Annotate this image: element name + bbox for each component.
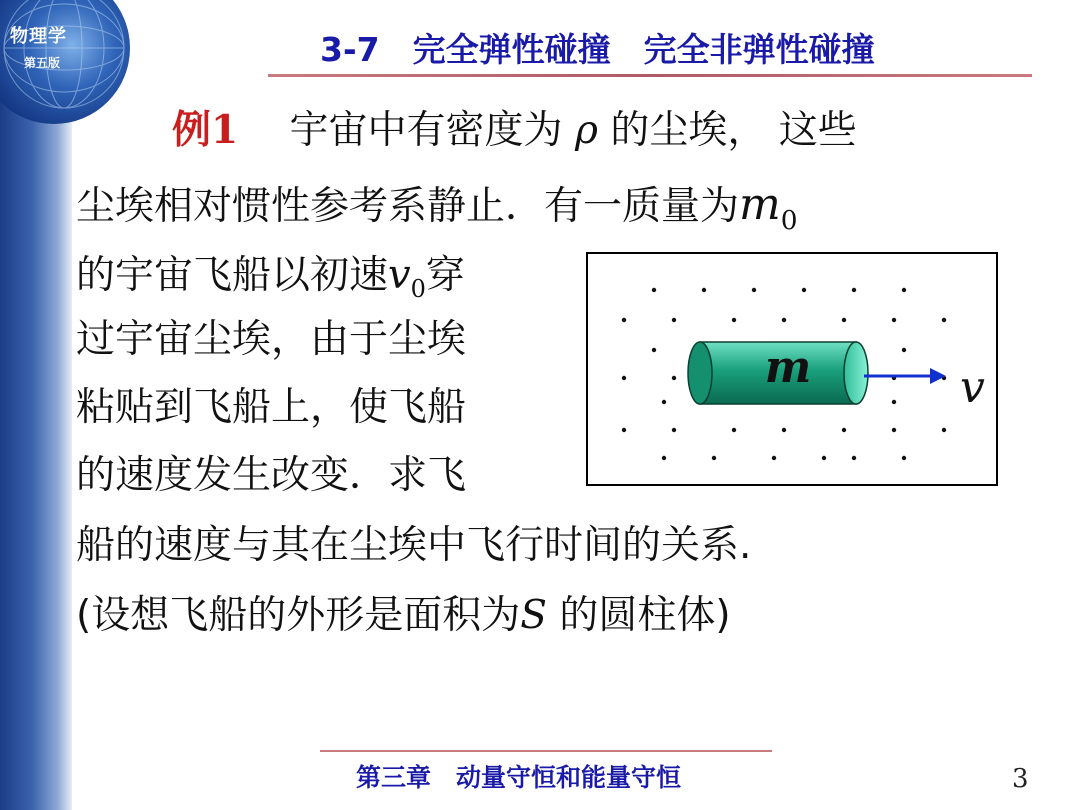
slide-title: 3-7 完全弹性碰撞 完全非弹性碰撞: [320, 30, 875, 69]
dust-dot: [902, 456, 906, 460]
dust-dot: [662, 400, 666, 404]
dust-dot: [842, 318, 846, 322]
mass-label: m: [764, 342, 812, 393]
chapter-footer: 第三章 动量守恒和能量守恒: [356, 763, 682, 792]
dust-dot: [672, 376, 676, 380]
globe-grid-icon: [0, 0, 130, 124]
problem-line-5: 粘贴到飞船上，使飞船: [76, 385, 467, 430]
problem-line-1: [172, 108, 857, 154]
dust-dot: [672, 318, 676, 322]
dust-dot: [732, 318, 736, 322]
header-divider: [268, 74, 1032, 77]
dust-dot: [942, 318, 946, 322]
dust-dot: [852, 288, 856, 292]
dust-dot: [732, 428, 736, 432]
page-number: 3: [1012, 764, 1029, 794]
dust-dot: [652, 348, 656, 352]
v0-subscript: 0: [410, 275, 426, 303]
dust-dot: [622, 376, 626, 380]
text-segment: 穿: [425, 253, 465, 298]
velocity-arrow: [864, 368, 946, 384]
s-symbol: S: [520, 593, 547, 638]
dust-dot: [662, 456, 666, 460]
problem-line-3: [76, 252, 465, 304]
text-segment: (设想飞船的外形是面积为: [76, 593, 521, 638]
dust-dot: [892, 428, 896, 432]
problem-line-2: [76, 180, 798, 236]
dust-dot: [782, 428, 786, 432]
problem-line-4: 过宇宙尘埃，由于尘埃: [76, 317, 467, 362]
dust-dot: [822, 456, 826, 460]
book-edition: 第五版: [24, 56, 61, 70]
dust-dot: [752, 288, 756, 292]
problem-line-6: 的速度发生改变．求飞: [76, 453, 467, 498]
v0-symbol: [388, 252, 426, 303]
dust-dot: [802, 288, 806, 292]
footer-divider: [320, 750, 772, 752]
text-segment: 的圆柱体): [546, 593, 731, 638]
rho-symbol: ρ: [574, 108, 598, 153]
text-segment: 的尘埃， 这些: [610, 108, 857, 153]
m0-symbol: [739, 179, 798, 236]
dust-dot: [892, 400, 896, 404]
problem-line-8: [76, 594, 731, 639]
dust-dot: [702, 288, 706, 292]
dust-dot: [652, 288, 656, 292]
v0-letter: v: [388, 252, 411, 298]
globe-logo: [0, 0, 130, 124]
m0-letter: m: [739, 179, 781, 230]
velocity-label: v: [960, 362, 985, 413]
book-title: 物理学: [10, 26, 67, 47]
spaceship-figure: [586, 252, 998, 486]
text-segment: 尘埃相对惯性参考系静止．有一质量为: [76, 184, 740, 229]
text-segment: 的宇宙飞船以初速: [76, 253, 389, 298]
problem-line-7: 船的速度与其在尘埃中飞行时间的关系.: [76, 523, 752, 568]
dust-dot: [902, 288, 906, 292]
text-segment: 宇宙中有密度为: [289, 108, 563, 153]
dust-dot: [842, 428, 846, 432]
dust-dot: [942, 428, 946, 432]
dust-dot: [852, 456, 856, 460]
m0-subscript: 0: [780, 204, 798, 236]
dust-dot: [672, 428, 676, 432]
dust-dot: [892, 318, 896, 322]
spaceship-diagram: [588, 254, 996, 484]
dust-dot: [622, 318, 626, 322]
dust-dot: [782, 318, 786, 322]
dust-dot: [622, 428, 626, 432]
dust-dot: [772, 456, 776, 460]
example-label: 例1: [172, 107, 239, 153]
dust-dot: [902, 348, 906, 352]
dust-dot: [712, 456, 716, 460]
